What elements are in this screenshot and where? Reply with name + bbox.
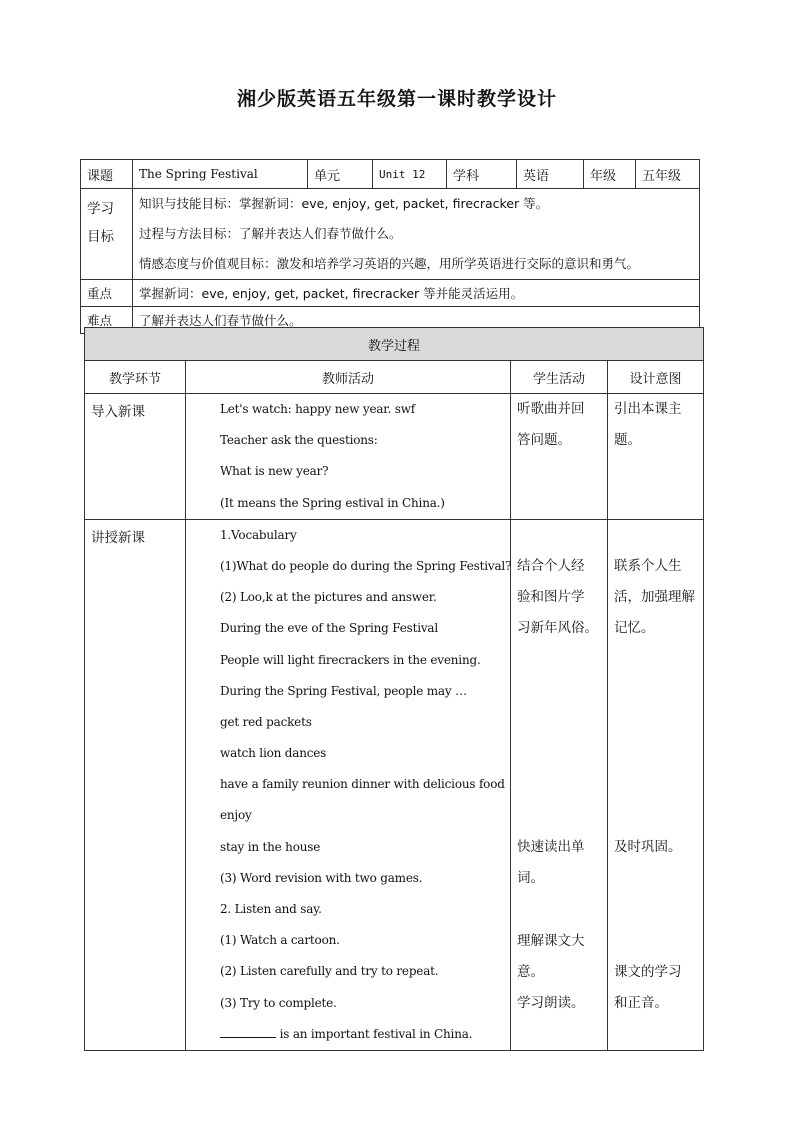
stage-new-lesson-student (511, 519, 608, 1050)
column-stage: 教学环节 (85, 361, 186, 394)
teaching-process-table (84, 327, 704, 1051)
difficulty-text: 了解并表达人们春节做什么。 (133, 307, 700, 334)
subject-value: 英语 (517, 160, 584, 189)
answer-blank (220, 1023, 276, 1038)
key-point-row (81, 280, 700, 307)
stage-intro-student: 听歌曲并回 答问题。 (511, 394, 608, 520)
grade-value: 五年级 (636, 160, 700, 189)
stage-intro-row (85, 394, 704, 520)
document-title: 湘少版英语五年级第一课时教学设计 (236, 88, 557, 110)
objectives-row (81, 189, 700, 280)
unit-value: Unit 12 (373, 160, 447, 189)
objectives-label: 学习 目标 (81, 189, 133, 280)
process-header-row (85, 328, 704, 361)
stage-intro-teacher: Let's watch: happy new year. swf Teacher ask the questions: What is new year? (It means the Spring estival in China.) (186, 394, 511, 520)
key-point-text: 掌握新词：eve, enjoy, get, packet, firecracker 等并能灵活运用。 (133, 280, 700, 307)
key-point-label: 重点 (81, 280, 133, 307)
stage-intro-intent: 引出本课主 题。 (608, 394, 704, 520)
course-info-table (80, 159, 700, 334)
column-teacher: 教师活动 (186, 361, 511, 394)
intent-c: 课文的学习 和正音。 (614, 963, 682, 1011)
fill-in-blank-line: is an important festival in China. (220, 1019, 504, 1050)
objectives-list (133, 189, 700, 280)
stage-new-lesson-teacher: 1.Vocabulary (1)What do people do during the Spring Festival? (2) Loo,k at the pictures and answer. During the eve of the Spring Festival People will light firecrackers in the evening. During the Spring Festival, people may … get red packets watch lion dances have a family reunion dinner with delicious food enjoy stay in the house (3) Word revision with two games. 2. Listen and say. (1) Watch a cartoon. (2) Listen carefully and try to repeat. (3) Try to complete. is an important festival in China. (186, 519, 511, 1050)
objective-knowledge: 知识与技能目标：掌握新词：eve, enjoy, get, packet, firecracker 等。 (139, 196, 549, 211)
stage-new-lesson-name: 讲授新课 (85, 519, 186, 1050)
student-activity-a: 结合个人经 验和图片学 习新年风俗。 (517, 557, 598, 636)
process-column-headers (85, 361, 704, 394)
student-activity-b: 快速读出单 词。 (517, 838, 585, 886)
intent-b: 及时巩固。 (614, 838, 682, 855)
difficulty-label: 难点 (81, 307, 133, 334)
student-activity-c: 理解课文大 意。 学习朗读。 (517, 932, 585, 1011)
column-intent: 设计意图 (608, 361, 704, 394)
stage-new-lesson-row (85, 519, 704, 1050)
objective-attitude: 情感态度与价值观目标：激发和培养学习英语的兴趣，用所学英语进行交际的意识和勇气。 (139, 256, 640, 271)
column-student: 学生活动 (511, 361, 608, 394)
info-row (81, 160, 700, 189)
objective-process: 过程与方法目标：了解并表达人们春节做什么。 (139, 226, 402, 241)
stage-intro-name: 导入新课 (85, 394, 186, 520)
topic-value: The Spring Festival (133, 160, 308, 189)
intent-a: 联系个人生 活，加强理解 记忆。 (614, 557, 695, 636)
stage-new-lesson-intent (608, 519, 704, 1050)
process-header: 教学过程 (85, 328, 704, 361)
grade-label: 年级 (584, 160, 636, 189)
subject-label: 学科 (447, 160, 517, 189)
topic-label: 课题 (81, 160, 133, 189)
unit-label: 单元 (308, 160, 373, 189)
